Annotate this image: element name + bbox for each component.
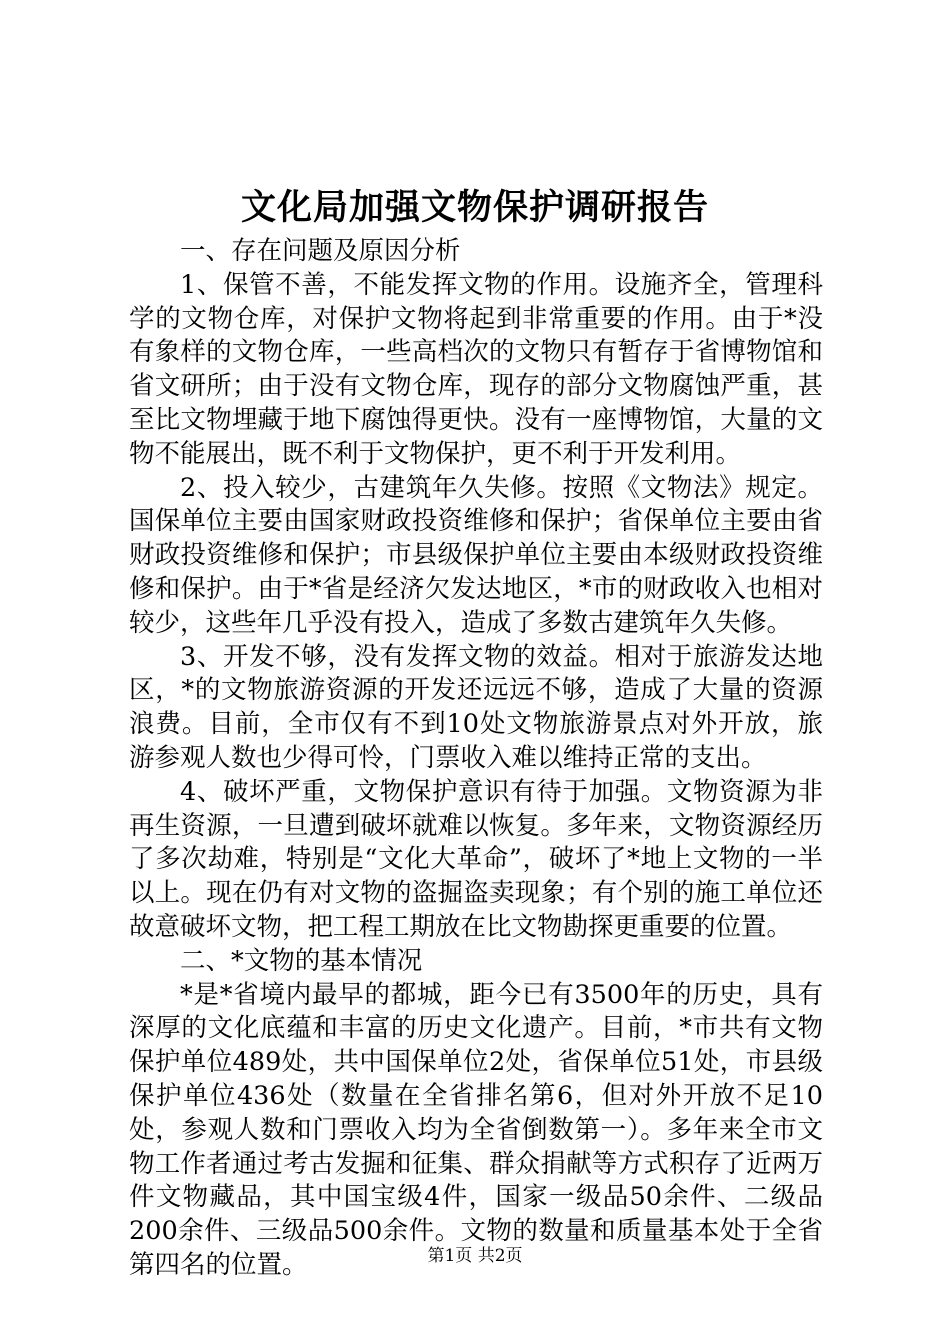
page-footer: 第1页 共2页 [427,1246,523,1266]
body-paragraph: *是*省境内最早的都城，距今已有3500年的历史，具有深厚的文化底蕴和丰富的历史文化遗产。目前，*市共有文物保护单位489处，共中国保单位2处，省保单位51处，市县级保护单位436处（数量在全省排名第6，但对外开放不足10处，参观人数和门票收入均为全省倒数第一）。多年来全市文物工作者通过考古发掘和征集、群众捐献等方式积存了近两万件文物藏品，其中国宝级4件，国家一级品50余件、二级品200余件、三级品500余件。文物的数量和质量基本处于全省第四名的位置。 [129,979,823,1280]
body-paragraph: 2、投入较少，古建筑年久失修。按照《文物法》规定。国保单位主要由国家财政投资维修和保护；省保单位主要由省财政投资维修和保护；市县级保护单位主要由本级财政投资维修和保护。由于*省是经济欠发达地区，*市的财政收入也相对较少，这些年几乎没有投入，造成了多数古建筑年久失修。 [129,472,823,638]
document-body [129,235,823,1283]
body-paragraph: 1、保管不善，不能发挥文物的作用。设施齐全，管理科学的文物仓库，对保护文物将起到非常重要的作用。由于*没有象样的文物仓库，一些高档次的文物只有暂存于省博物馆和省文研所；由于没有文物仓库，现存的部分文物腐蚀严重，甚至比文物埋藏于地下腐蚀得更快。没有一座博物馆，大量的文物不能展出，既不利于文物保护，更不利于开发利用。 [129,269,823,469]
body-paragraph: 3、开发不够，没有发挥文物的效益。相对于旅游发达地区，*的文物旅游资源的开发还远远不够，造成了大量的资源浪费。目前，全市仅有不到10处文物旅游景点对外开放，旅游参观人数也少得可怜，门票收入难以维持正常的支出。 [129,641,823,773]
section-heading: 二、*文物的基本情况 [180,945,423,976]
document-title: 文化局加强文物保护调研报告 [240,187,709,228]
section-heading: 一、存在问题及原因分析 [180,236,461,266]
body-paragraph: 4、破坏严重，文物保护意识有待于加强。文物资源为非再生资源，一旦遭到破坏就难以恢复。多年来，文物资源经历了多次劫难，特别是“文化大革命”，破坏了*地上文物的一半以上。现在仍有对文物的盗掘盗卖现象；有个别的施工单位还故意破坏文物，把工程工期放在比文物勘探更重要的位置。 [129,776,823,942]
